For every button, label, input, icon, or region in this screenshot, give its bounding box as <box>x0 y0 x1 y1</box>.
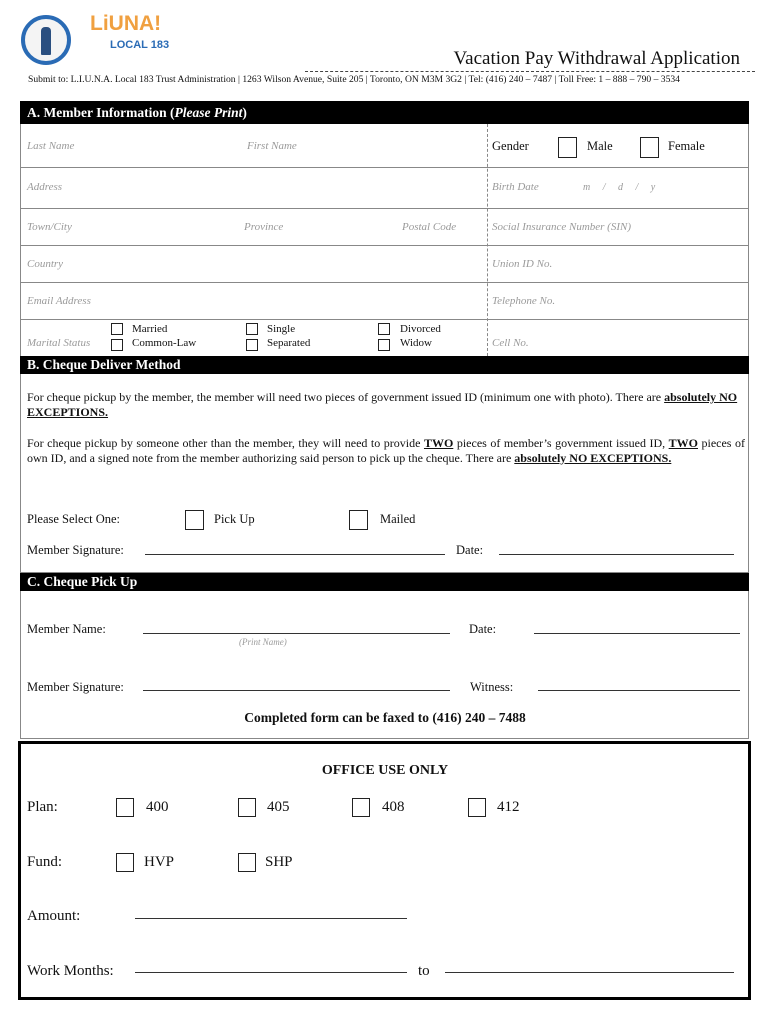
female-checkbox[interactable] <box>640 137 659 158</box>
separated-checkbox[interactable] <box>246 339 258 351</box>
work-months-label: Work Months: <box>27 963 114 979</box>
divorced-checkbox[interactable] <box>378 323 390 335</box>
fund-hvp-label: HVP <box>144 854 175 870</box>
plan-400-label: 400 <box>146 799 169 815</box>
province-field[interactable]: Province <box>244 221 284 233</box>
female-label: Female <box>668 139 705 153</box>
last-name-field[interactable]: Last Name <box>27 140 75 152</box>
amount-label: Amount: <box>27 908 81 924</box>
date-label: Date: <box>456 543 484 557</box>
separated-label: Separated <box>267 337 311 349</box>
witness-label: Witness: <box>470 680 514 694</box>
section-a-table <box>20 124 749 356</box>
date-label: Date: <box>469 622 497 636</box>
member-name-line[interactable] <box>143 633 450 634</box>
row-divider <box>20 167 749 168</box>
row-divider <box>20 319 749 320</box>
country-field[interactable]: Country <box>27 258 64 270</box>
gender-label: Gender <box>492 139 529 153</box>
pickup-label: Pick Up <box>214 512 255 526</box>
fund-shp-checkbox[interactable] <box>238 853 256 872</box>
print-name-hint: (Print Name) <box>239 637 287 647</box>
row-divider <box>20 282 749 283</box>
plan-412-checkbox[interactable] <box>468 798 486 817</box>
plan-408-label: 408 <box>382 799 405 815</box>
logo-subtext: LOCAL 183 <box>110 39 170 51</box>
male-checkbox[interactable] <box>558 137 577 158</box>
plan-405-label: 405 <box>267 799 290 815</box>
fax-note: Completed form can be faxed to (416) 240 – 7488 <box>244 710 526 725</box>
section-b-header: B. Cheque Deliver Method <box>20 356 749 374</box>
section-c-header: C. Cheque Pick Up <box>20 573 749 591</box>
section-a-header: A. Member Information (Please Print) <box>20 101 749 124</box>
office-use-title: OFFICE USE ONLY <box>321 763 449 778</box>
submit-line: Submit to: L.I.U.N.A. Local 183 Trust Administration | 1263 Wilson Avenue, Suite 205 | Toronto, ON M3M 3G2 | Tel: (416) 240 – 7487 | Toll Free: 1 – 888 – 790 – 3534 <box>28 74 680 85</box>
fund-shp-label: SHP <box>265 854 293 870</box>
telephone-field[interactable]: Telephone No. <box>492 295 556 307</box>
widow-checkbox[interactable] <box>378 339 390 351</box>
birth-date-format: m / d / y <box>583 182 656 193</box>
fund-label: Fund: <box>27 854 63 870</box>
first-name-field[interactable]: First Name <box>247 140 297 152</box>
marital-status-label: Marital Status <box>27 337 91 349</box>
row-divider <box>20 208 749 209</box>
pickup-other-note: For cheque pickup by someone other than the member, they will need to provide TWO pieces of member’s government issued ID, TWO pieces of own ID, and a signed note from the member authorizing said person to pick up the cheque. There are absolutely NO EXCEPTIONS. <box>27 436 745 465</box>
mailed-label: Mailed <box>380 512 416 526</box>
title-rule <box>305 71 755 72</box>
member-signature-label: Member Signature: <box>27 543 124 557</box>
select-one-label: Please Select One: <box>27 512 121 526</box>
postal-code-field[interactable]: Postal Code <box>402 221 457 233</box>
member-signature-label: Member Signature: <box>27 680 124 694</box>
member-name-label: Member Name: <box>27 622 106 636</box>
pickup-member-note: For cheque pickup by the member, the member will need two pieces of government issued ID (minimum one with photo). There are absolutely NO EXCEPTIONS. <box>27 390 738 419</box>
row-divider <box>20 245 749 246</box>
column-divider <box>487 124 488 356</box>
divorced-label: Divorced <box>400 323 441 335</box>
work-months-from-line[interactable] <box>135 972 407 973</box>
date-line[interactable] <box>534 633 740 634</box>
plan-405-checkbox[interactable] <box>238 798 256 817</box>
single-label: Single <box>267 323 296 335</box>
address-field[interactable]: Address <box>27 181 63 193</box>
witness-line[interactable] <box>538 690 740 691</box>
single-checkbox[interactable] <box>246 323 258 335</box>
plan-408-checkbox[interactable] <box>352 798 370 817</box>
fund-hvp-checkbox[interactable] <box>116 853 134 872</box>
work-months-to-line[interactable] <box>445 972 734 973</box>
male-label: Male <box>587 139 613 153</box>
widow-label: Widow <box>400 337 432 349</box>
married-checkbox[interactable] <box>111 323 123 335</box>
town-field[interactable]: Town/City <box>27 221 72 233</box>
common-law-checkbox[interactable] <box>111 339 123 351</box>
married-label: Married <box>132 323 168 335</box>
to-label: to <box>418 963 430 979</box>
date-line[interactable] <box>499 554 734 555</box>
liuna-seal-logo <box>21 15 71 65</box>
plan-412-label: 412 <box>497 799 520 815</box>
cell-field[interactable]: Cell No. <box>492 337 529 349</box>
plan-400-checkbox[interactable] <box>116 798 134 817</box>
plan-label: Plan: <box>27 799 58 815</box>
email-field[interactable]: Email Address <box>27 295 91 307</box>
mailed-checkbox[interactable] <box>349 510 368 530</box>
common-law-label: Common-Law <box>132 337 197 349</box>
page-title: Vacation Pay Withdrawal Application <box>453 48 740 69</box>
member-signature-line[interactable] <box>145 554 445 555</box>
amount-line[interactable] <box>135 918 407 919</box>
birth-date-field[interactable]: Birth Date <box>492 181 539 193</box>
pickup-checkbox[interactable] <box>185 510 204 530</box>
member-signature-line[interactable] <box>143 690 450 691</box>
logo-text: LiUNA! <box>90 12 162 35</box>
union-id-field[interactable]: Union ID No. <box>492 258 553 270</box>
sin-field[interactable]: Social Insurance Number (SIN) <box>492 221 632 233</box>
